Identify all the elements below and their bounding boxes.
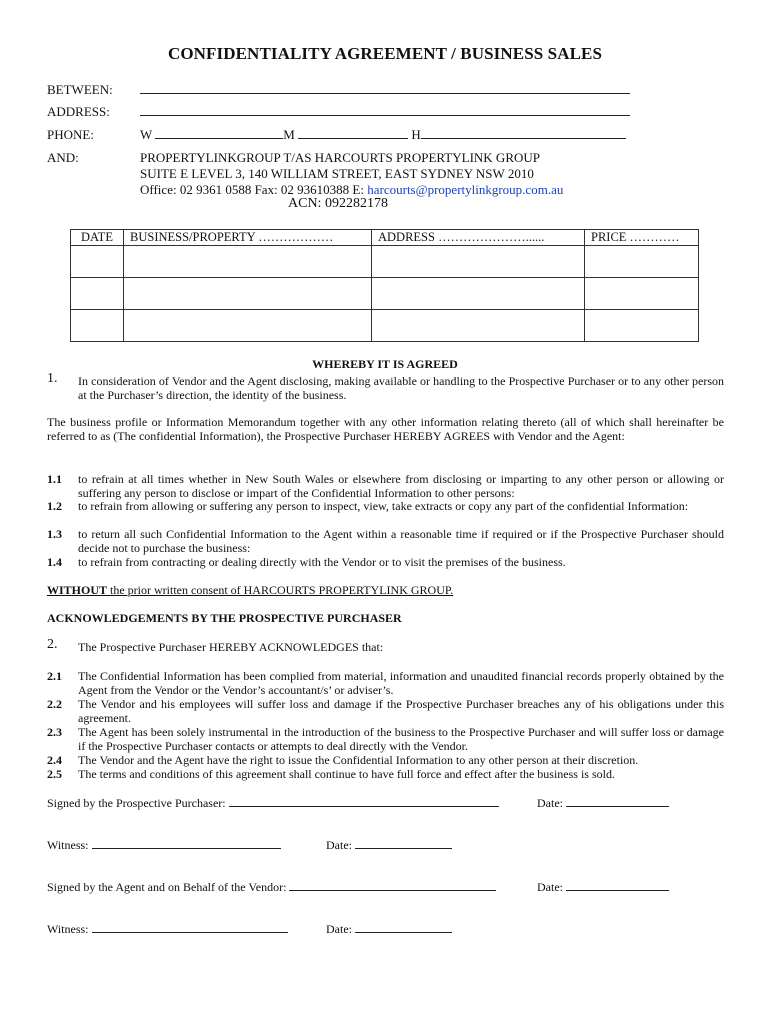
witness1-label: Witness: xyxy=(47,838,89,852)
col-price: PRICE ………… xyxy=(585,230,699,246)
without-consent-line: WITHOUT the prior written consent of HARCOURTS PROPERTYLINK GROUP. xyxy=(47,583,454,597)
phone-m-field[interactable] xyxy=(298,127,408,139)
item-2-3-text: The Agent has been solely instrumental in the introduction of the business to the Prospective Purchaser and will suffer loss or damage if the Prospective Purchaser contacts or attempts to deal directly with the Vendor. xyxy=(78,725,724,753)
agent-signature-field[interactable] xyxy=(289,879,496,891)
item-1-4-text: to refrain from contracting or dealing directly with the Vendor or to visit the premises of the business. xyxy=(78,555,566,569)
agent-contact: Office: 02 9361 0588 Fax: 02 93610388 E: harcourts@propertylinkgroup.com.au xyxy=(140,182,564,197)
business-table xyxy=(70,229,699,342)
between-label: BETWEEN: xyxy=(47,82,113,97)
acn-number: ACN: 092282178 xyxy=(288,196,388,211)
clause-2-number: 2. xyxy=(47,637,58,652)
confidential-info-paragraph: The business profile or Information Memorandum together with any other information relating thereto (all of which shall hereinafter be referred to as (The confidential Information), the Prospective Purchaser HEREBY AGREES with Vendor and the Agent: xyxy=(47,415,724,443)
agent-name: PROPERTYLINKGROUP T/AS HARCOURTS PROPERTYLINK GROUP xyxy=(140,150,540,165)
between-field[interactable] xyxy=(140,82,630,98)
witness2-row xyxy=(47,921,288,937)
col-date: DATE xyxy=(71,230,124,246)
agent-signature-row xyxy=(47,879,496,895)
agent-address: SUITE E LEVEL 3, 140 WILLIAM STREET, EAST SYDNEY NSW 2010 xyxy=(140,166,534,181)
item-2-1-number: 2.1 xyxy=(47,669,62,683)
clause-1-number: 1. xyxy=(47,371,58,386)
witness1-field[interactable] xyxy=(92,837,281,849)
phone-m-label: M xyxy=(283,127,295,142)
phone-w-field[interactable] xyxy=(155,127,283,139)
witness2-date-row xyxy=(326,921,452,937)
phone-w-label: W xyxy=(140,127,153,142)
item-1-1-number: 1.1 xyxy=(47,472,62,486)
witness2-label: Witness: xyxy=(47,922,89,936)
agent-date-field[interactable] xyxy=(566,879,669,891)
witness2-field[interactable] xyxy=(92,921,288,933)
table-row xyxy=(71,310,699,342)
item-1-3-text: to return all such Confidential Information to the Agent within a reasonable time if required or if the Prospective Purchaser should decide not to purchase the business: xyxy=(78,527,724,555)
agent-date-row xyxy=(537,879,669,895)
item-1-1-text: to refrain at all times whether in New South Wales or elsewhere from disclosing or imparting to any other person or allowing or suffering any person to disclose or impart of the Confidential Information to other persons: xyxy=(78,472,724,500)
phone-fields xyxy=(140,127,626,143)
item-2-4-number: 2.4 xyxy=(47,753,62,767)
item-1-4-number: 1.4 xyxy=(47,555,62,569)
witness1-date-field[interactable] xyxy=(355,837,452,849)
item-2-2-text: The Vendor and his employees will suffer loss and damage if the Prospective Purchaser breaches any of his obligations under this agreement. xyxy=(78,697,724,725)
agent-signature-label: Signed by the Agent and on Behalf of the Vendor: xyxy=(47,880,287,894)
purchaser-date-row xyxy=(537,795,669,811)
col-business-property: BUSINESS/PROPERTY ……………… xyxy=(124,230,372,246)
phone-h-label: H xyxy=(411,127,421,142)
phone-h-field[interactable] xyxy=(421,127,626,139)
purchaser-signature-field[interactable] xyxy=(229,795,499,807)
date-label: Date: xyxy=(326,922,352,936)
date-label: Date: xyxy=(326,838,352,852)
witness2-date-field[interactable] xyxy=(355,921,452,933)
item-1-2-text: to refrain from allowing or suffering any person to inspect, view, take extracts or copy any part of the confidential Information: xyxy=(78,499,689,513)
item-2-4-text: The Vendor and the Agent have the right to issue the Confidential Information to any other person at their discretion. xyxy=(78,753,639,767)
document-title: CONFIDENTIALITY AGREEMENT / BUSINESS SALES xyxy=(167,44,603,63)
item-2-1-text: The Confidential Information has been complied from material, information and unaudited financial records properly obtained by the Agent from the Vendor or the Vendor’s accountant/s’ or adviser’s. xyxy=(78,669,724,697)
table-header-row xyxy=(71,230,699,246)
address-field[interactable] xyxy=(140,104,630,120)
email-link[interactable]: harcourts@propertylinkgroup.com.au xyxy=(367,182,564,197)
item-2-5-text: The terms and conditions of this agreement shall continue to have full force and effect after the business is sold. xyxy=(78,767,615,781)
purchaser-signature-row xyxy=(47,795,499,811)
date-label: Date: xyxy=(537,880,563,894)
item-2-2-number: 2.2 xyxy=(47,697,62,711)
address-label: ADDRESS: xyxy=(47,104,110,119)
date-label: Date: xyxy=(537,796,563,810)
agreed-heading: WHEREBY IT IS AGREED xyxy=(312,357,458,371)
item-1-3-number: 1.3 xyxy=(47,527,62,541)
phone-label: PHONE: xyxy=(47,127,94,142)
clause-2-intro: The Prospective Purchaser HEREBY ACKNOWLEDGES that: xyxy=(78,640,384,654)
col-address: ADDRESS …………………...... xyxy=(372,230,585,246)
item-1-2-number: 1.2 xyxy=(47,499,62,513)
item-2-3-number: 2.3 xyxy=(47,725,62,739)
and-label: AND: xyxy=(47,150,79,165)
purchaser-date-field[interactable] xyxy=(566,795,669,807)
agent-details xyxy=(140,150,563,198)
item-2-5-number: 2.5 xyxy=(47,767,62,781)
witness1-date-row xyxy=(326,837,452,853)
table-row xyxy=(71,246,699,278)
clause-1-text: In consideration of Vendor and the Agent disclosing, making available or handling to the Prospective Purchaser or to any other person at the Purchaser’s direction, the identity of the business. xyxy=(78,374,724,402)
table-row xyxy=(71,278,699,310)
witness1-row xyxy=(47,837,281,853)
purchaser-signature-label: Signed by the Prospective Purchaser: xyxy=(47,796,226,810)
ack-heading: ACKNOWLEDGEMENTS BY THE PROSPECTIVE PURCHASER xyxy=(47,611,402,625)
